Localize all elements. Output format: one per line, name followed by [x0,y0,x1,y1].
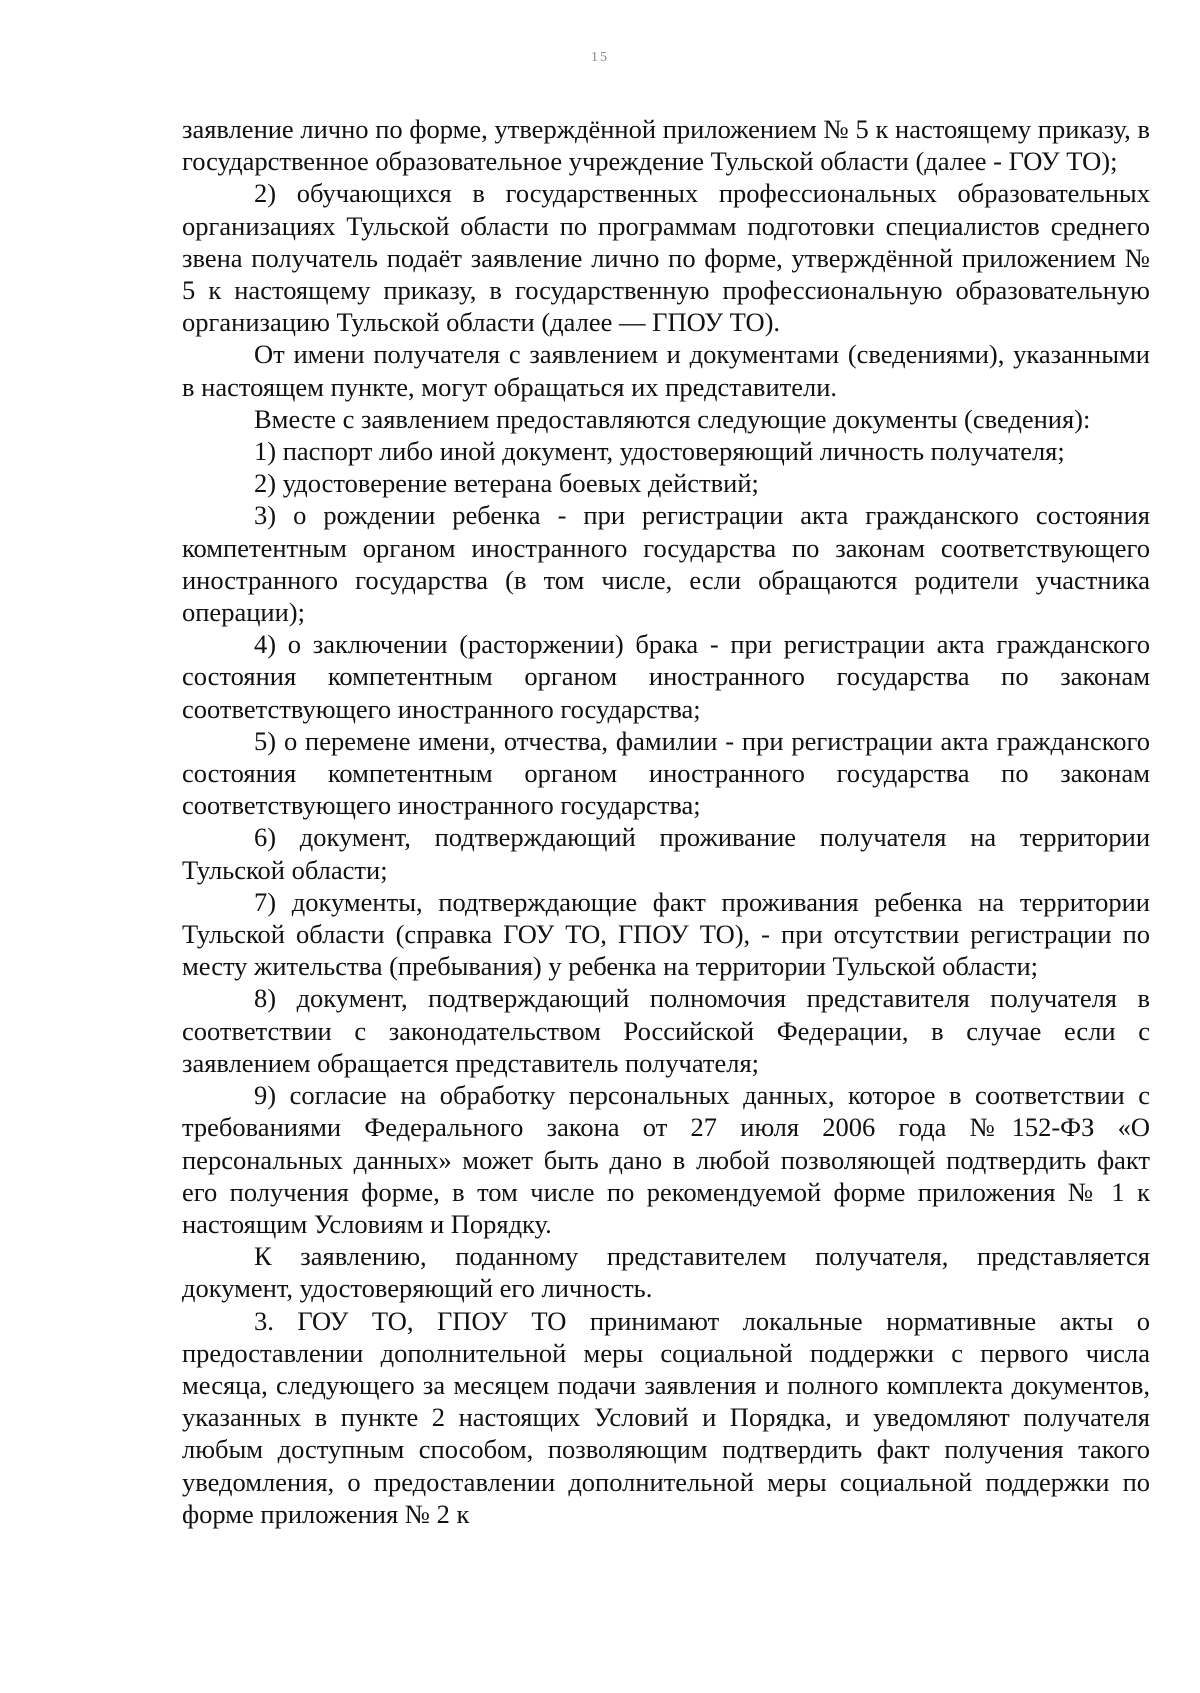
list-item-6: 6) документ, подтверждающий проживание получателя на территории Тульской области; [182,822,1150,885]
list-item-4: 4) о заключении (расторжении) брака - при регистрации акта гражданского состояния компетентным органом иностранного государства по законам соответствующего иностранного государства; [182,629,1150,724]
list-item-1: 1) паспорт либо иной документ, удостоверяющий личность получателя; [254,436,1065,467]
paragraph-documents-intro: Вместе с заявлением предоставляются следующие документы (сведения): [254,403,1091,434]
list-item-2: 2) удостоверение ветерана боевых действий; [254,468,759,499]
paragraph-continuation: заявление лично по форме, утверждённой приложением № 5 к настоящему приказу, в государственное образовательное учреждение Тульской области (далее - ГОУ ТО); [182,114,1150,177]
list-item-5: 5) о перемене имени, отчества, фамилии - при регистрации акта гражданского состояния компетентным органом иностранного государства по законам соответствующего иностранного государства; [182,725,1150,821]
document-body [182,113,1150,1530]
paragraph-section-3: 3. ГОУ ТО, ГПОУ ТО принимают локальные нормативные акты о предоставлении дополнительной меры социальной поддержки с первого числа месяца, следующего за месяцем подачи заявления и полного комплекта документов, указанных в пункте 2 настоящих Условий и Порядка, и уведомляют получателя любым доступным способом, позволяющим подтвердить факт получения такого уведомления, о предоставлении дополнительной меры социальной поддержки по форме приложения № 2 к [182,1305,1150,1529]
list-item-7: 7) документы, подтверждающие факт проживания ребенка на территории Тульской области (справка ГОУ ТО, ГПОУ ТО), - при отсутствии регистрации по месту жительства (пребывания) у ребенка на территории Тульской области; [182,886,1150,982]
list-item-9: 9) согласие на обработку персональных данных, которое в соответствии с требованиями Федерального закона от 27 июля 2006 года №152-ФЗ «О персональных данных» может быть дано в любой позволяющей подтвердить факт его получения форме, в том числе по рекомендуемой форме приложения № 1 к настоящим Условиям и Порядку. [182,1080,1150,1239]
page-number: 15 [591,50,609,65]
paragraph-item-2: 2) обучающихся в государственных профессиональных образовательных организациях Тульской области по программам подготовки специалистов среднего звена получатель подаёт заявление лично по форме, утверждённой приложением № 5 к настоящему приказу, в государственную профессиональную образовательную организацию Тульской области (далее — ГПОУ ТО). [182,178,1150,338]
list-item-8: 8) документ, подтверждающий полномочия представителя получателя в соответствии с законодательством Российской Федерации, в случае если с заявлением обращается представитель получателя; [182,983,1150,1078]
list-item-3: 3) о рождении ребенка - при регистрации акта гражданского состояния компетентным органом иностранного государства по законам соответствующего иностранного государства (в том числе, если обращаются родители участника операции); [182,500,1150,628]
paragraph-identity-document: К заявлению, поданному представителем получателя, представляется документ, удостоверяющий его личность. [182,1241,1150,1304]
paragraph-representatives: От имени получателя с заявлением и документами (сведениями), указанными в настоящем пункте, могут обращаться их представители. [182,339,1150,402]
